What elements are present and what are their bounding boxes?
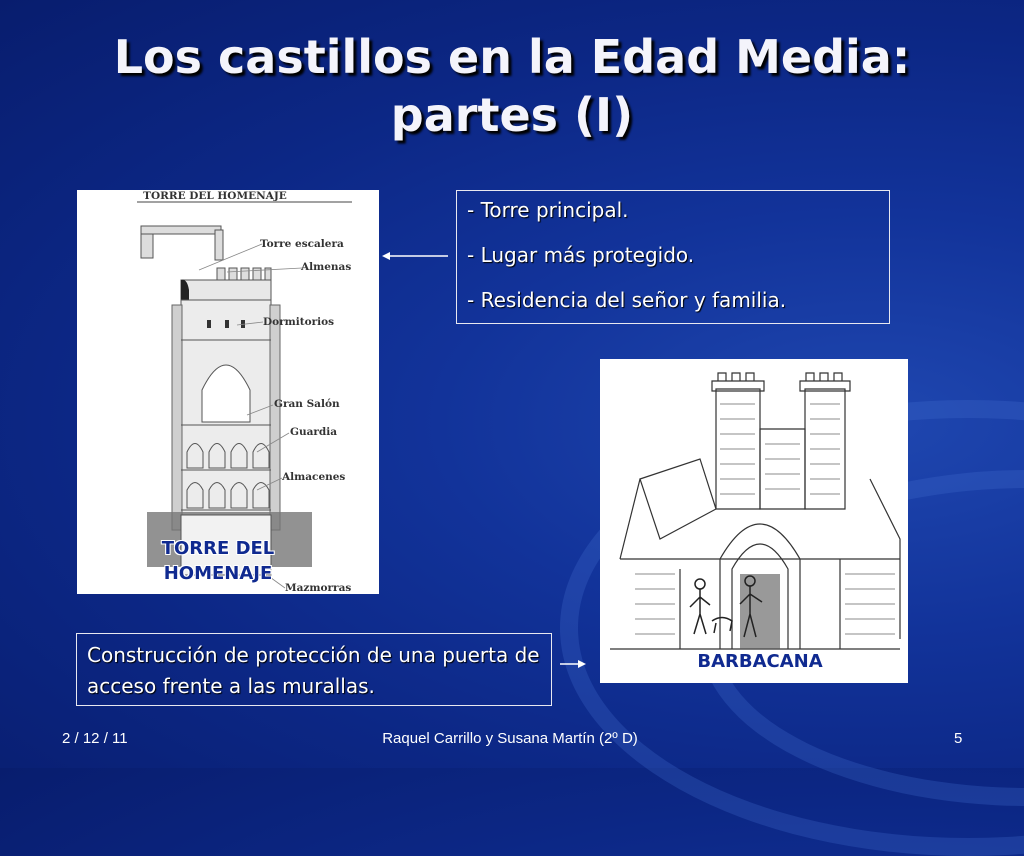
footer-date: 2 / 12 / 11 xyxy=(62,730,128,747)
bullet-item: - Lugar más protegido. xyxy=(467,243,695,267)
tower-bullet-list xyxy=(456,190,890,324)
tower-label-dormitorios: Dormitorios xyxy=(263,316,335,328)
bullet-item: - Torre principal. xyxy=(467,198,629,222)
tower-caption-line-1: TORRE DEL xyxy=(161,538,275,559)
footer-author: Raquel Carrillo y Susana Martín (2º D) xyxy=(382,730,638,747)
bullet-item: - Residencia del señor y familia. xyxy=(467,288,787,312)
right-arrow-icon xyxy=(558,656,588,672)
tower-header-label: TORRE DEL HOMENAJE xyxy=(143,190,287,202)
slide-title xyxy=(0,28,1024,144)
tower-label-mazmorras: Mazmorras xyxy=(285,582,352,594)
title-line-1: Los castillos en la Edad Media: xyxy=(113,30,911,84)
barbacana-description: Construcción de protección de una puerta de acceso frente a las murallas. xyxy=(76,633,552,706)
tower-illustration xyxy=(77,190,379,594)
tower-label-torre-escalera: Torre escalera xyxy=(260,238,344,250)
slide-number: 5 xyxy=(954,730,963,747)
barbacana-drawing xyxy=(600,359,908,683)
tower-label-almacenes: Almacenes xyxy=(282,471,346,483)
left-arrow-icon xyxy=(380,246,452,266)
title-line-2: partes (I) xyxy=(390,88,634,142)
tower-caption xyxy=(138,536,298,586)
barbacana-caption: BARBACANA xyxy=(697,651,823,672)
barbacana-illustration xyxy=(600,359,908,683)
tower-label-guardia: Guardia xyxy=(290,426,338,438)
tower-diagram xyxy=(77,190,379,594)
tower-label-gran-salon: Gran Salón xyxy=(274,398,340,410)
tower-label-almenas: Almenas xyxy=(301,261,352,273)
tower-caption-line-2: HOMENAJE xyxy=(163,563,273,584)
